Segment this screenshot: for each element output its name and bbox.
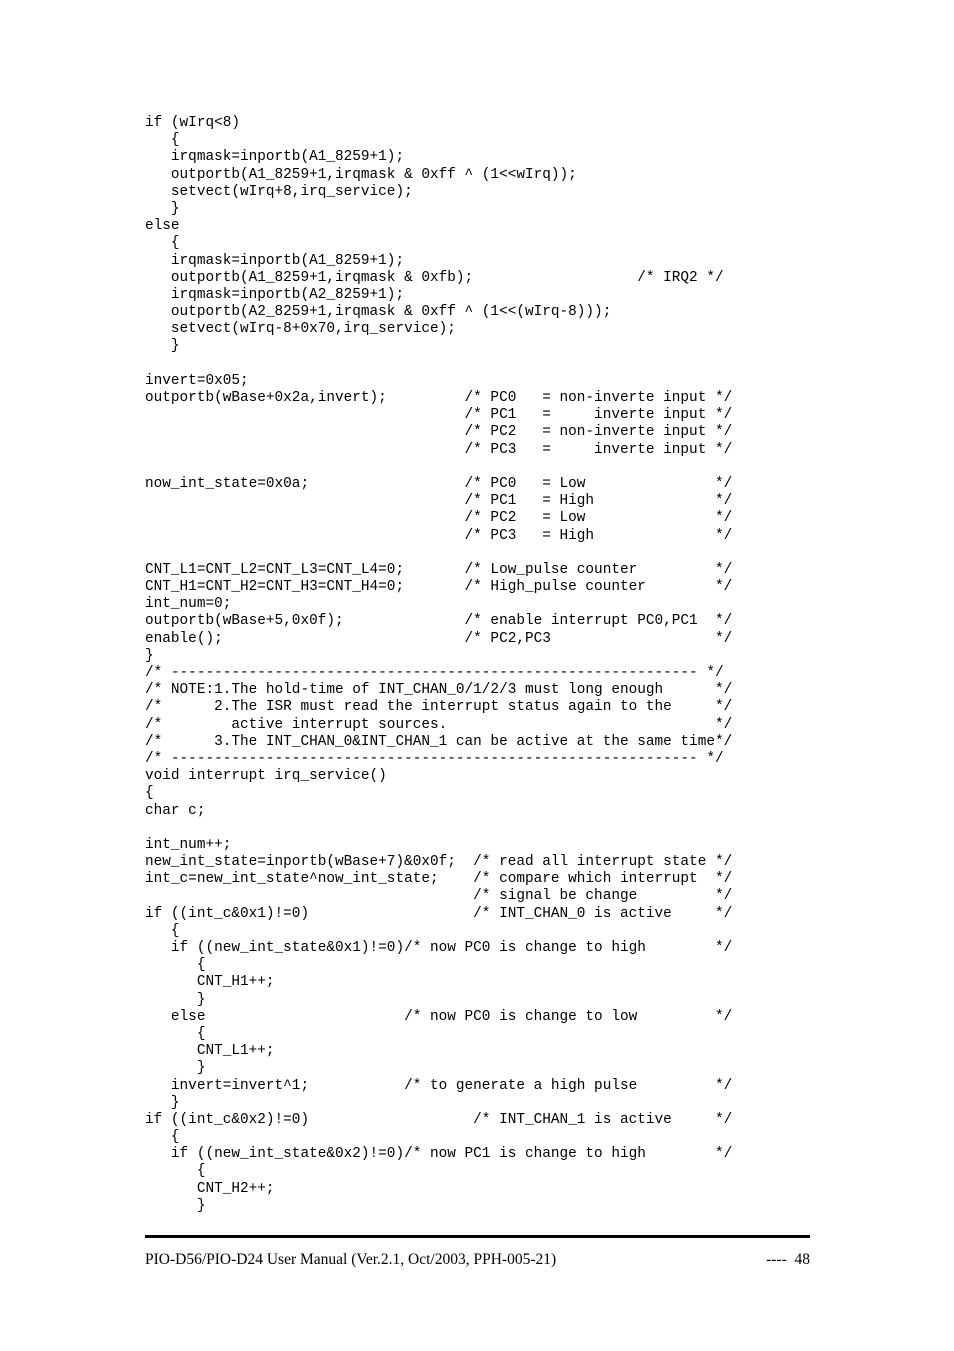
code-line: enable(); /* PC2,PC3 */ bbox=[145, 630, 733, 647]
code-line bbox=[145, 820, 732, 837]
code-line: int_num++; bbox=[145, 836, 232, 853]
code-line: { bbox=[145, 957, 206, 974]
code-line: CNT_L1++; bbox=[145, 1043, 275, 1060]
code-line: /* NOTE:1.The hold-time of INT_CHAN_0/1/2/3 must long enough */ bbox=[145, 682, 733, 699]
code-line bbox=[145, 459, 732, 476]
footer-page-number: ---- 48 bbox=[766, 1251, 810, 1268]
code-line: /* PC1 = High */ bbox=[145, 493, 733, 510]
code-line: outportb(A2_8259+1,irqmask & 0xff ^ (1<<(wIrq-8))); bbox=[145, 304, 612, 321]
code-line: /* ------------------------------------------------------------- */ bbox=[145, 665, 724, 681]
code-line: CNT_H2++; bbox=[145, 1180, 275, 1197]
code-line: invert=invert^1; /* to generate a high pulse */ bbox=[145, 1077, 733, 1094]
code-line: { bbox=[145, 922, 180, 939]
code-line: int_c=new_int_state^now_int_state; /* compare which interrupt */ bbox=[145, 871, 733, 888]
code-listing bbox=[145, 115, 732, 1215]
code-line: irqmask=inportb(A2_8259+1); bbox=[145, 286, 405, 303]
code-line: { bbox=[145, 785, 154, 802]
code-line: outportb(A1_8259+1,irqmask & 0xff ^ (1<<wIrq)); bbox=[145, 166, 577, 183]
code-line bbox=[145, 545, 732, 562]
code-line: irqmask=inportb(A1_8259+1); bbox=[145, 252, 405, 269]
code-line: /* 3.The INT_CHAN_0&INT_CHAN_1 can be active at the same time*/ bbox=[145, 733, 733, 750]
code-line: /* 2.The ISR must read the interrupt status again to the */ bbox=[145, 699, 733, 716]
code-line: if ((new_int_state&0x1)!=0)/* now PC0 is change to high */ bbox=[145, 940, 733, 956]
code-line: /* PC2 = non-inverte input */ bbox=[145, 424, 733, 441]
code-line: else bbox=[145, 218, 180, 235]
code-line: irqmask=inportb(A1_8259+1); bbox=[145, 149, 405, 166]
code-line: now_int_state=0x0a; /* PC0 = Low */ bbox=[145, 475, 733, 492]
code-line: setvect(wIrq+8,irq_service); bbox=[145, 183, 413, 200]
code-line: CNT_L1=CNT_L2=CNT_L3=CNT_L4=0; /* Low_pulse counter */ bbox=[145, 561, 733, 578]
code-line: else /* now PC0 is change to low */ bbox=[145, 1008, 733, 1025]
code-line: /* signal be change */ bbox=[145, 888, 733, 905]
code-line: outportb(A1_8259+1,irqmask & 0xfb); /* IRQ2 */ bbox=[145, 269, 724, 286]
code-line: } bbox=[145, 991, 206, 1008]
code-line: } bbox=[145, 200, 180, 217]
code-line: } bbox=[145, 338, 180, 355]
code-line: char c; bbox=[145, 802, 206, 819]
code-line: /* PC2 = Low */ bbox=[145, 510, 733, 527]
code-line: outportb(wBase+0x2a,invert); /* PC0 = non-inverte input */ bbox=[145, 390, 733, 406]
code-line: void interrupt irq_service() bbox=[145, 768, 387, 785]
code-line: { bbox=[145, 1025, 206, 1042]
code-line: } bbox=[145, 1094, 180, 1111]
code-line: /* PC3 = High */ bbox=[145, 527, 733, 544]
code-line: if (wIrq<8) bbox=[145, 115, 240, 131]
code-line: /* PC3 = inverte input */ bbox=[145, 441, 733, 458]
code-line: int_num=0; bbox=[145, 596, 232, 613]
code-line: /* active interrupt sources. */ bbox=[145, 716, 733, 733]
code-line: if ((new_int_state&0x2)!=0)/* now PC1 is change to high */ bbox=[145, 1146, 733, 1163]
code-line: if ((int_c&0x1)!=0) /* INT_CHAN_0 is active */ bbox=[145, 905, 733, 922]
code-line: /* ------------------------------------------------------------- */ bbox=[145, 750, 724, 767]
code-line: } bbox=[145, 1197, 206, 1214]
code-line: } bbox=[145, 1060, 206, 1077]
code-line: invert=0x05; bbox=[145, 372, 249, 389]
code-line: { bbox=[145, 1163, 206, 1180]
code-line bbox=[145, 356, 732, 373]
code-line: new_int_state=inportb(wBase+7)&0x0f; /* read all interrupt state */ bbox=[145, 854, 733, 871]
code-line: setvect(wIrq-8+0x70,irq_service); bbox=[145, 321, 456, 338]
code-line: { bbox=[145, 132, 180, 149]
footer-manual-title: PIO-D56/PIO-D24 User Manual (Ver.2.1, Oct/2003, PPH-005-21) bbox=[145, 1251, 557, 1268]
code-line: CNT_H1=CNT_H2=CNT_H3=CNT_H4=0; /* High_pulse counter */ bbox=[145, 579, 733, 596]
code-line: /* PC1 = inverte input */ bbox=[145, 407, 733, 424]
code-line: outportb(wBase+5,0x0f); /* enable interrupt PC0,PC1 */ bbox=[145, 613, 733, 630]
code-line: } bbox=[145, 647, 154, 664]
code-line: { bbox=[145, 1129, 180, 1146]
code-line: { bbox=[145, 235, 180, 252]
code-line: if ((int_c&0x2)!=0) /* INT_CHAN_1 is active */ bbox=[145, 1111, 733, 1128]
code-line: CNT_H1++; bbox=[145, 974, 275, 991]
footer-divider bbox=[145, 1235, 810, 1238]
